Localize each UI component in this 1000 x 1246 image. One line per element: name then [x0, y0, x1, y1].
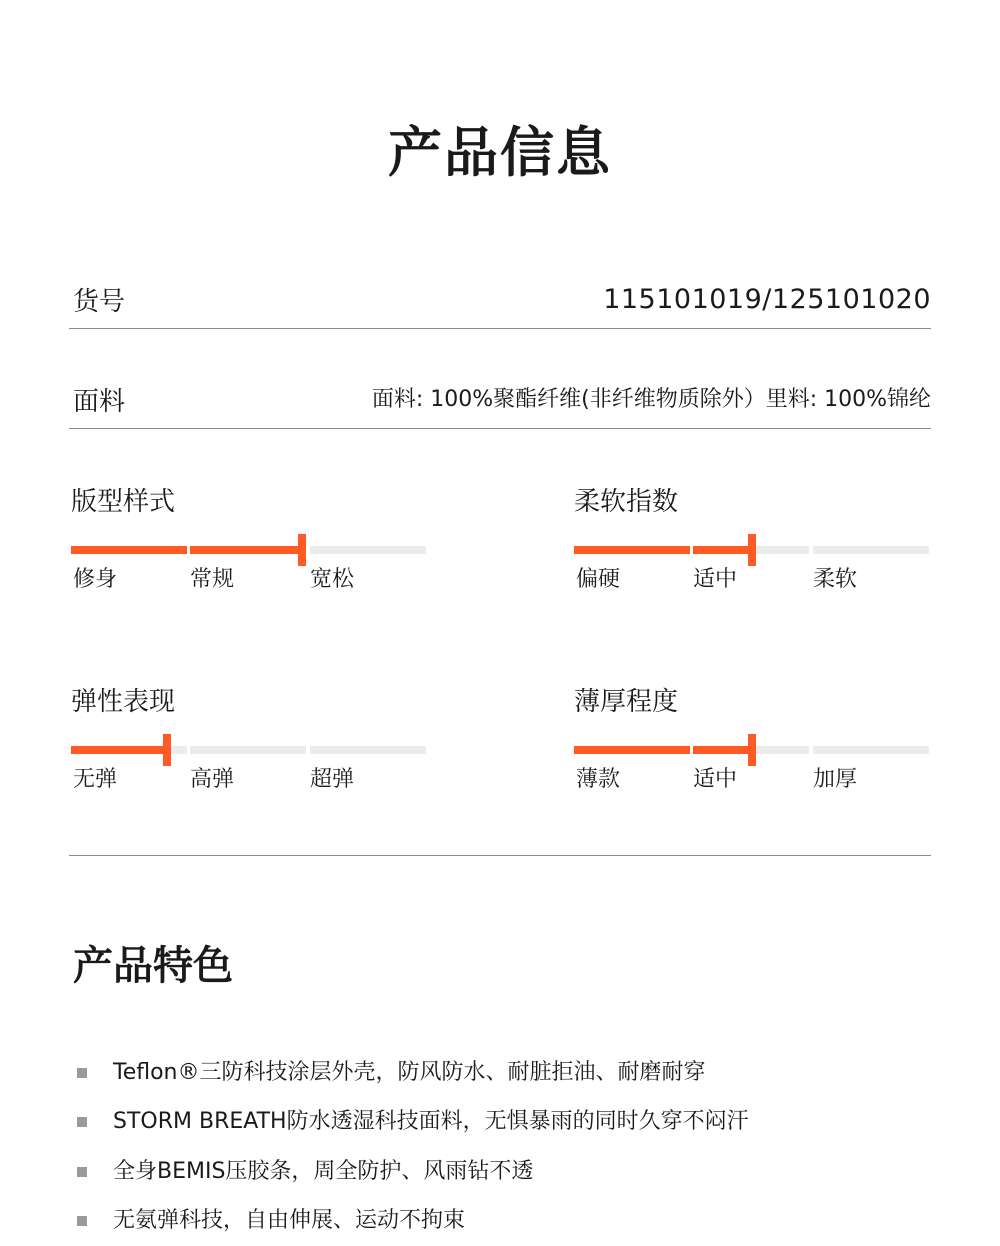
feature-text: 无氨弹科技，自由伸展、运动不拘束: [113, 1206, 465, 1236]
feature-item: [77, 1098, 957, 1148]
meter-tick-label: 宽松: [310, 566, 354, 594]
meter-tick-label: 加厚: [813, 766, 857, 794]
meter-segment: [310, 746, 426, 754]
meter-tick-label: 偏硬: [576, 566, 620, 594]
meter-segment: [71, 546, 187, 554]
meter-tick-label: 常规: [190, 566, 234, 594]
feature-list: [77, 1048, 957, 1246]
meter-marker: [298, 534, 306, 566]
bullet-square-icon: [77, 1216, 87, 1226]
fit-meter-track: [71, 546, 427, 554]
thickness-meter-track: [574, 746, 930, 754]
softness-meter: [574, 484, 930, 600]
elasticity-meter: [71, 684, 427, 800]
fit-meter: [71, 484, 427, 600]
meter-segment: [574, 546, 690, 554]
sku-row: [69, 282, 931, 329]
thickness-meter: [574, 684, 930, 800]
elasticity-meter-track: [71, 746, 427, 754]
feature-item: [77, 1147, 957, 1197]
meter-tick-label: 超弹: [310, 766, 354, 794]
page-title: 产品信息: [0, 118, 1000, 188]
meter-tick-label: 薄款: [576, 766, 620, 794]
fit-meter-title: 版型样式: [71, 484, 427, 520]
meter-tick-label: 高弹: [190, 766, 234, 794]
softness-meter-title: 柔软指数: [574, 484, 930, 520]
fabric-row: [69, 382, 931, 429]
sku-label: 货号: [69, 284, 125, 328]
elasticity-meter-title: 弹性表现: [71, 684, 427, 720]
meter-segment: [813, 746, 929, 754]
meter-tick-label: 修身: [73, 566, 117, 594]
fabric-value: 面料: 100%聚酯纤维(非纤维物质除外）里料: 100%锦纶: [372, 382, 931, 428]
meter-tick-label: 适中: [693, 766, 737, 794]
meter-marker: [163, 734, 171, 766]
meter-segment: [574, 746, 690, 754]
sku-value: 115101019/125101020: [603, 282, 931, 328]
feature-text: STORM BREATH防水透湿科技面料，无惧暴雨的同时久穿不闷汗: [113, 1107, 749, 1137]
section-divider: [69, 855, 931, 856]
thickness-meter-title: 薄厚程度: [574, 684, 930, 720]
meter-segment: [190, 546, 306, 554]
fabric-label: 面料: [69, 384, 125, 428]
feature-text: 全身BEMIS压胶条，周全防护、风雨钻不透: [113, 1157, 533, 1187]
features-title: 产品特色: [73, 940, 233, 992]
softness-meter-track: [574, 546, 930, 554]
bullet-square-icon: [77, 1068, 87, 1078]
meter-segment: [310, 546, 426, 554]
bullet-square-icon: [77, 1117, 87, 1127]
meter-segment: [190, 746, 306, 754]
meter-segment: [813, 546, 929, 554]
meter-tick-label: 适中: [693, 566, 737, 594]
meter-marker: [748, 734, 756, 766]
meter-tick-label: 柔软: [813, 566, 857, 594]
feature-text: Teflon®三防科技涂层外壳，防风防水、耐脏拒油、耐磨耐穿: [113, 1058, 706, 1088]
feature-item: [77, 1048, 957, 1098]
bullet-square-icon: [77, 1167, 87, 1177]
meter-tick-label: 无弹: [73, 766, 117, 794]
feature-item: [77, 1197, 957, 1246]
meter-marker: [748, 534, 756, 566]
